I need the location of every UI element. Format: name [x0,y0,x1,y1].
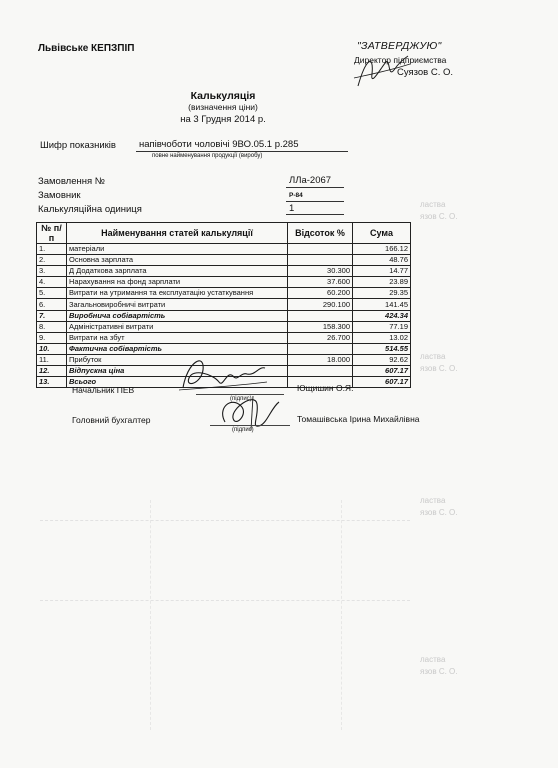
row-item-name: Основна зарплата [67,255,288,266]
table-row [37,310,411,321]
document-date: на 3 Грудня 2014 р. [180,114,266,125]
row-item-name: Фактична собівартість [67,343,288,354]
accountant-name: Томашівська Ірина Михайлівна [297,414,420,424]
cipher-underline [136,151,348,152]
row-sum: 13.02 [353,332,411,343]
table-header-row [37,223,411,244]
order-label: Замовлення № [38,176,105,187]
document-page: ластва язов С. О. ластва язов С. О. ластва язов С. О. ластва язов С. О. Львівське КЕПЗПІП "ЗАТВЕРДЖУЮ" Директор підприємства Суязов С. О. Калькуляція (визначення ціни) на 3 Грудня 2014 р. Шифр показників напівчоботи чоловічі 9ВО.05.1 р.285 повне найменування продукції (виробу) Замовлення № ЛЛа-2067 Замовник Р-84 Калькуляційна одиниця 1 № п/п Найменування статей калькуляції Відсоток % Сума 1. матеріали 166.12 2. Основна зарплата 48.76 3. Д Додаткова зарплата 30.300 14.77 4. Нарахування на фонд зарплати 37.600 23.89 5. Витрати на утримання та експлуатацію устаткування 60.200 29.35 6. Загальновиробничі витрати 290.100 141.45 7. Виробнича собівартість 424.34 8. Адміністративні витрати 158.300 77.19 9. Витрати на збут 26.700 13.02 10. Фактична собівартість 514.55 11. Прибуток 18.000 92.62 12. Відпускна ціна 607.17 13. Всього 607.17 Начальник ПЕВ (підпис) Ющишин О.Я. Головний бухгалтер (підпис) Томашівська Ірина Михайлівна [0,0,558,768]
row-number: 4. [37,277,67,288]
row-sum: 77.19 [353,321,411,332]
row-item-name: Нарахування на фонд зарплати [67,277,288,288]
row-sum: 23.89 [353,277,411,288]
row-item-name: Витрати на утримання та експлуатацію устаткування [67,288,288,299]
row-percent [288,310,353,321]
table-row [37,288,411,299]
table-row [37,321,411,332]
header-sum: Сума [353,223,411,244]
header-percent: Відсоток % [288,223,353,244]
row-percent [288,366,353,377]
table-row [37,244,411,255]
row-sum: 166.12 [353,244,411,255]
customer-value: Р-84 [289,192,303,199]
unit-value: 1 [289,203,295,214]
table-row [37,332,411,343]
table-row [37,277,411,288]
header-item: Найменування статей калькуляції [67,223,288,244]
cipher-label: Шифр показників [40,140,116,151]
row-number: 11. [37,354,67,365]
row-percent: 26.700 [288,332,353,343]
table-row [37,255,411,266]
organization-name: Львівське КЕПЗПІП [38,43,135,54]
row-number: 5. [37,288,67,299]
row-percent: 290.100 [288,299,353,310]
row-percent: 60.200 [288,288,353,299]
row-sum: 141.45 [353,299,411,310]
row-item-name: Відпускна ціна [67,366,288,377]
accountant-signature [215,388,285,433]
pev-label: Начальник ПЕВ [72,385,135,395]
row-sum: 607.17 [353,366,411,377]
row-item-name: Всього [67,377,288,388]
row-percent: 37.600 [288,277,353,288]
row-item-name: Загальновиробничі витрати [67,299,288,310]
row-number: 9. [37,332,67,343]
approval-title: "ЗАТВЕРДЖУЮ" [357,40,442,52]
row-item-name: Виробнича собівартість [67,310,288,321]
row-percent: 30.300 [288,266,353,277]
pev-sign-caption: (підпис) [230,396,252,402]
unit-underline [286,214,344,215]
order-underline [286,187,344,188]
row-sum: 48.76 [353,255,411,266]
approval-role: Директор підприємства [354,55,447,65]
cipher-note: повне найменування продукції (виробу) [152,153,263,159]
row-item-name: Витрати на збут [67,332,288,343]
row-number: 13. [37,377,67,388]
cipher-value: напівчоботи чоловічі 9ВО.05.1 р.285 [139,139,299,150]
row-sum: 14.77 [353,266,411,277]
row-item-name: Адміністративні витрати [67,321,288,332]
accountant-label: Головний бухгалтер [72,415,151,425]
accountant-sign-caption: (підпис) [232,427,254,433]
document-title: Калькуляція [190,90,256,102]
row-percent [288,244,353,255]
row-percent: 158.300 [288,321,353,332]
row-percent [288,255,353,266]
table-row [37,266,411,277]
approval-name: Суязов С. О. [397,67,454,78]
row-item-name: матеріали [67,244,288,255]
order-value: ЛЛа-2067 [289,175,332,186]
row-number: 10. [37,343,67,354]
row-number: 1. [37,244,67,255]
row-sum: 92.62 [353,354,411,365]
row-sum: 514.55 [353,343,411,354]
customer-underline [286,201,344,202]
accountant-sign-line [210,425,290,426]
row-item-name: Прибуток [67,354,288,365]
unit-label: Калькуляційна одиниця [38,204,142,215]
customer-label: Замовник [38,190,81,201]
row-percent: 18.000 [288,354,353,365]
row-number: 3. [37,266,67,277]
row-number: 7. [37,310,67,321]
row-number: 6. [37,299,67,310]
table-row [37,299,411,310]
row-number: 2. [37,255,67,266]
row-sum: 29.35 [353,288,411,299]
row-item-name: Д Додаткова зарплата [67,266,288,277]
row-sum: 424.34 [353,310,411,321]
row-number: 8. [37,321,67,332]
row-percent [288,343,353,354]
row-number: 12. [37,366,67,377]
pev-name: Ющишин О.Я. [297,383,354,393]
row-sum: 607.17 [353,377,411,388]
header-number: № п/п [37,223,67,244]
director-signature [352,48,412,93]
document-subtitle: (визначення ціни) [188,102,258,112]
